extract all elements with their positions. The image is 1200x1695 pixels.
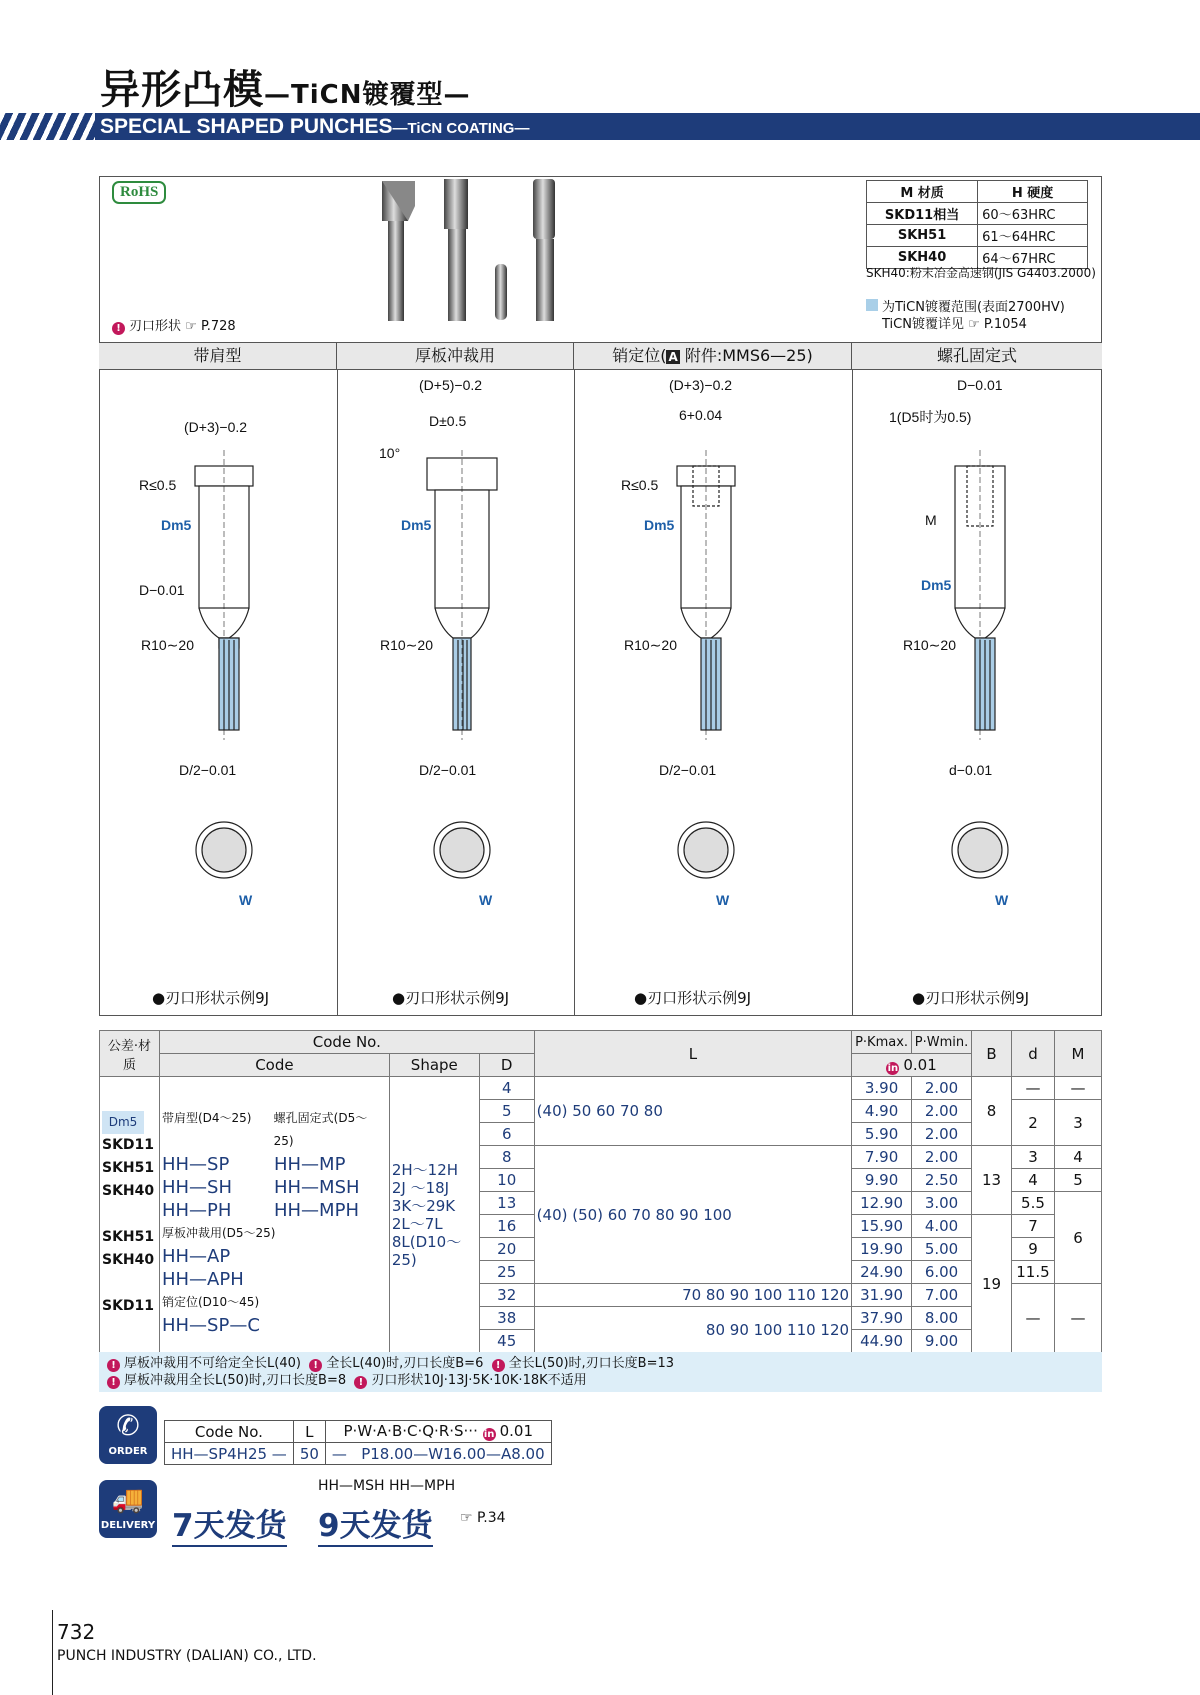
hardness-cell: 61～64HRC [978, 225, 1088, 247]
pw-cell: 8.00 [912, 1307, 972, 1330]
svg-text:R10∼20: R10∼20 [903, 637, 956, 653]
d-cell: — [1011, 1077, 1054, 1100]
svg-text:d−0.01: d−0.01 [949, 762, 993, 778]
svg-text:W: W [716, 892, 730, 908]
svg-text:Dm5: Dm5 [921, 577, 952, 593]
pw-cell: 2.00 [912, 1146, 972, 1169]
order-h-code: Code No. [165, 1421, 294, 1443]
D-cell: 5 [479, 1100, 534, 1123]
svg-text:R10∼20: R10∼20 [624, 637, 677, 653]
svg-text:(D+3)−0.2: (D+3)−0.2 [669, 377, 733, 393]
L-cell: (40) (50) 60 70 80 90 100 [534, 1146, 851, 1284]
product-photo [370, 176, 570, 331]
D-cell: 8 [479, 1146, 534, 1169]
hardness-cell: 60～63HRC [978, 203, 1088, 225]
D-header: D [479, 1054, 534, 1077]
D-cell: 38 [479, 1307, 534, 1330]
pk-cell: 37.90 [852, 1307, 912, 1330]
svg-text:D/2−0.01: D/2−0.01 [179, 762, 237, 778]
section-shoulder: 带肩型 [99, 342, 337, 370]
unit-header: in 0.01 [852, 1054, 972, 1077]
pk-cell: 4.90 [852, 1100, 912, 1123]
svg-text:R≤0.5: R≤0.5 [621, 477, 659, 493]
pk-cell: 31.90 [852, 1284, 912, 1307]
pw-cell: 4.00 [912, 1215, 972, 1238]
pw-cell: 2.00 [912, 1100, 972, 1123]
order-h-params: P·W·A·B·C·Q·R·S··· in 0.01 [325, 1421, 551, 1443]
section-screw-fix: 螺孔固定式 [936, 346, 1017, 365]
pk-header: P·Kmax. [852, 1031, 912, 1054]
example-label-2: ●刃口形状示例9J [392, 989, 510, 1007]
punch-drawings [99, 370, 1102, 970]
B-cell: 13 [972, 1146, 1012, 1215]
spec-table [99, 1030, 1102, 1353]
page-title: 异形凸模—TiCN镀覆型— [100, 67, 471, 113]
pw-header: P·Wmin. [912, 1031, 972, 1054]
svg-text:R10∼20: R10∼20 [380, 637, 433, 653]
D-cell: 6 [479, 1123, 534, 1146]
L-cell: (40) 50 60 70 80 [534, 1077, 851, 1146]
example-label-1: ●刃口形状示例9J [152, 989, 270, 1007]
D-cell: 13 [479, 1192, 534, 1215]
svg-text:1(D5时为0.5): 1(D5时为0.5) [889, 409, 972, 425]
d-cell: 9 [1011, 1238, 1054, 1261]
svg-text:(D+5)−0.2: (D+5)−0.2 [419, 377, 483, 393]
svg-text:6+0.04: 6+0.04 [679, 407, 723, 423]
svg-text:D/2−0.01: D/2−0.01 [419, 762, 477, 778]
D-cell: 32 [479, 1284, 534, 1307]
svg-text:D/2−0.01: D/2−0.01 [659, 762, 717, 778]
delivery-ref: ☞ P.34 [460, 1510, 506, 1526]
M-cell: — [1054, 1284, 1101, 1353]
svg-text:D±0.5: D±0.5 [429, 413, 467, 429]
pk-cell: 3.90 [852, 1077, 912, 1100]
shape-column: 2H～12H 2J ～18J 3K～29K 2L～7L 8L(D10～25) [389, 1077, 479, 1353]
delivery-icon: 🚚 DELIVERY [99, 1480, 157, 1538]
order-L: 50 [293, 1443, 325, 1465]
pk-cell: 24.90 [852, 1261, 912, 1284]
example-label-4: ●刃口形状示例9J [912, 989, 1030, 1007]
pk-cell: 5.90 [852, 1123, 912, 1146]
order-icon: ✆ ORDER [99, 1406, 157, 1464]
delivery-codes: HH—MSH HH—MPH [318, 1478, 456, 1494]
d-cell: 7 [1011, 1215, 1054, 1238]
pw-cell: 2.50 [912, 1169, 972, 1192]
M-cell: 4 [1054, 1146, 1101, 1169]
section-pin-locate: 销定位( A 附件:MMS6—25) [574, 342, 852, 370]
shape-header: Shape [389, 1054, 479, 1077]
delivery-7days: 7天发货 [172, 1500, 287, 1547]
M-cell: — [1054, 1077, 1101, 1100]
M-header: M [1054, 1031, 1101, 1077]
pw-cell: 5.00 [912, 1238, 972, 1261]
code-column: 带肩型(D4～25) 螺孔固定式(D5～25) HH—SP HH—MP HH—SH HH—MSH HH—PH HH—MPH 厚板冲裁用(D5～25) HH—AP HH—APH 销定位(D10～45) HH—SP—C [159, 1077, 389, 1353]
hardness-cell: 64～67HRC [978, 247, 1088, 269]
material-column: Dm5 SKD11 SKH51 SKH40 SKH51 SKH40 SKD11 [100, 1077, 160, 1353]
material-header: M 材质 [867, 181, 978, 203]
pk-cell: 19.90 [852, 1238, 912, 1261]
L-cell: 70 80 90 100 110 120 [534, 1284, 851, 1307]
d-cell: 5.5 [1011, 1192, 1054, 1215]
pw-cell: 3.00 [912, 1192, 972, 1215]
pk-cell: 12.90 [852, 1192, 912, 1215]
d-cell: 2 [1011, 1100, 1054, 1146]
D-cell: 25 [479, 1261, 534, 1284]
svg-text:Dm5: Dm5 [401, 517, 432, 533]
pw-cell: 6.00 [912, 1261, 972, 1284]
coating-note: 为TiCN镀覆范围(表面2700HV) [866, 296, 1065, 315]
D-cell: 4 [479, 1077, 534, 1100]
svg-text:Dm5: Dm5 [644, 517, 675, 533]
L-cell: 80 90 100 110 120 [534, 1307, 851, 1353]
material-table [866, 180, 1088, 269]
svg-text:D−0.01: D−0.01 [139, 582, 185, 598]
example-label-3: ●刃口形状示例9J [634, 989, 752, 1007]
material-cell: SKD11相当 [867, 203, 978, 225]
english-title: SPECIAL SHAPED PUNCHES—TiCN COATING— [100, 115, 530, 138]
order-params: — P18.00—W16.00—A8.00 [325, 1443, 551, 1465]
order-code: HH—SP4H25 — [165, 1443, 294, 1465]
material-cell: SKH40 [867, 247, 978, 269]
svg-text:(D+3)−0.2: (D+3)−0.2 [184, 419, 248, 435]
svg-text:R10∼20: R10∼20 [141, 637, 194, 653]
order-h-L: L [293, 1421, 325, 1443]
pw-cell: 2.00 [912, 1077, 972, 1100]
rohs-badge: RoHS [112, 181, 166, 204]
M-cell: 6 [1054, 1192, 1101, 1284]
coating-ref: TiCN镀覆详见 ☞ P.1054 [882, 317, 1027, 332]
order-example-table [164, 1420, 552, 1465]
pk-cell: 15.90 [852, 1215, 912, 1238]
B-cell: 8 [972, 1077, 1012, 1146]
D-cell: 45 [479, 1330, 534, 1353]
skh40-note: SKH40:粉末冶金高速钢(JIS G4403.2000) [866, 266, 1096, 280]
svg-text:W: W [479, 892, 493, 908]
pk-cell: 7.90 [852, 1146, 912, 1169]
codeno-header: Code No. [159, 1031, 534, 1054]
M-cell: 3 [1054, 1100, 1101, 1146]
B-header: B [972, 1031, 1012, 1077]
material-cell: SKH51 [867, 225, 978, 247]
notes-box: ! 厚板冲裁用不可给定全长L(40) ! 全长L(40)时,刃口长度B=6 ! 全长L(50)时,刃口长度B=13 ! 厚板冲裁用全长L(50)时,刃口长度B=8 ! 刃口形状10J·13J·5K·10K·18K不适用 [99, 1352, 1102, 1392]
svg-text:D−0.01: D−0.01 [957, 377, 1003, 393]
d-cell: 3 [1011, 1146, 1054, 1169]
svg-text:W: W [995, 892, 1009, 908]
page-number: 732 [57, 1620, 96, 1644]
section-thick-plate: 厚板冲裁用 [337, 342, 574, 370]
delivery-9days: 9天发货 [318, 1500, 433, 1547]
M-cell: 5 [1054, 1169, 1101, 1192]
footer-rule [52, 1610, 53, 1695]
D-cell: 20 [479, 1238, 534, 1261]
svg-text:M: M [925, 512, 937, 528]
pw-cell: 9.00 [912, 1330, 972, 1353]
D-cell: 16 [479, 1215, 534, 1238]
svg-text:Dm5: Dm5 [161, 517, 192, 533]
d-cell: — [1011, 1284, 1054, 1353]
svg-text:W: W [239, 892, 253, 908]
svg-text:10°: 10° [379, 445, 401, 461]
code-header: Code [159, 1054, 389, 1077]
edge-note: ! 刃口形状 ☞ P.728 [112, 315, 236, 335]
d-cell: 11.5 [1011, 1261, 1054, 1284]
d-cell: 4 [1011, 1169, 1054, 1192]
hardness-header: H 硬度 [978, 181, 1088, 203]
tol-header: 公差·材质 [100, 1031, 160, 1077]
pk-cell: 9.90 [852, 1169, 912, 1192]
drawing-shoulder [195, 450, 253, 878]
B-cell: 19 [972, 1215, 1012, 1353]
pw-cell: 2.00 [912, 1123, 972, 1146]
pk-cell: 44.90 [852, 1330, 912, 1353]
pw-cell: 7.00 [912, 1284, 972, 1307]
L-header: L [534, 1031, 851, 1077]
banner-hatch [0, 113, 95, 140]
company-name: PUNCH INDUSTRY (DALIAN) CO., LTD. [57, 1648, 317, 1664]
D-cell: 10 [479, 1169, 534, 1192]
d-header: d [1011, 1031, 1054, 1077]
svg-text:R≤0.5: R≤0.5 [139, 477, 177, 493]
